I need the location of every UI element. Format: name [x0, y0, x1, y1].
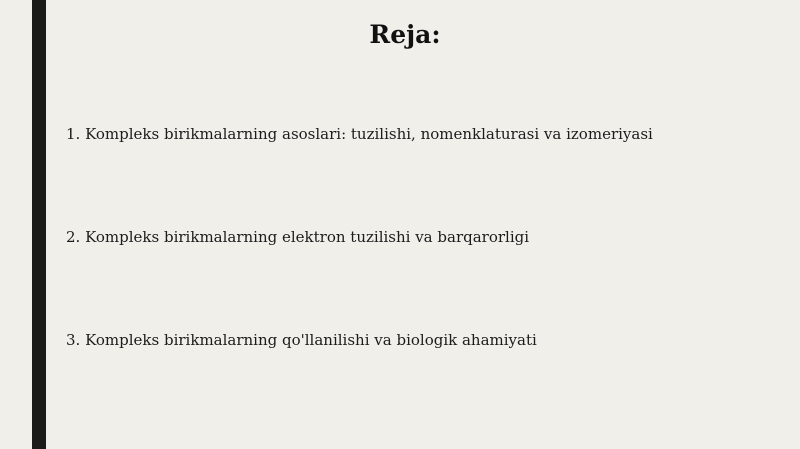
agenda-item — [66, 124, 653, 144]
agenda-item-number: 2. — [66, 228, 81, 246]
agenda-item-text: Kompleks birikmalarning qo'llanilishi va biologik ahamiyati — [85, 331, 537, 349]
agenda-item-text: Kompleks birikmalarning elektron tuzilishi va barqarorligi — [85, 228, 530, 246]
agenda-item — [66, 227, 529, 247]
agenda-item-text: Kompleks birikmalarning asoslari: tuzilishi, nomenklaturasi va izomeriyasi — [85, 125, 653, 143]
agenda-item — [66, 330, 537, 350]
agenda-item-number: 3. — [66, 331, 81, 349]
slide-title: Reja: — [369, 20, 441, 49]
agenda-item-number: 1. — [66, 125, 81, 143]
accent-bar — [32, 0, 46, 449]
